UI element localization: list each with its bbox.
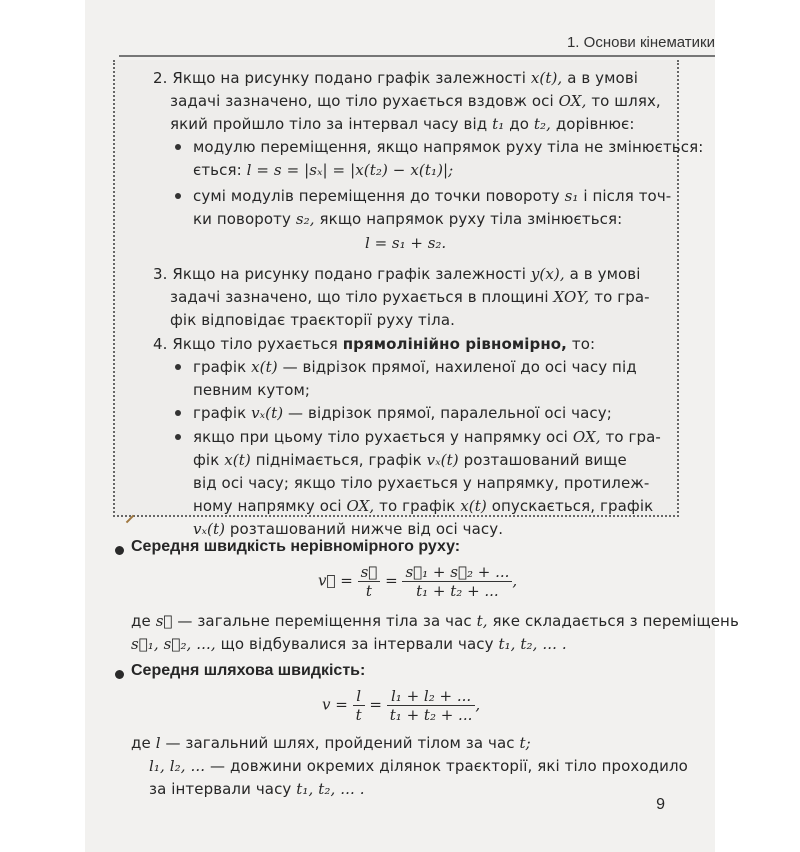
item4-bullet3-line1: якщо при цьому тіло рухається у напрямку осі OX, то гра- (193, 428, 661, 446)
item4-bullet3-line3: від осі часу; якщо тіло рухається у напрямку, протилеж- (193, 474, 650, 492)
running-head: 1. Основи кінематики (566, 34, 715, 51)
bullet-dot (175, 144, 181, 150)
bullet-dot (175, 364, 181, 370)
item4-bullet3-line4: ному напрямку осі OX, то графік x(t) опускається, графік (193, 497, 654, 515)
item4-line1: 4. Якщо тіло рухається прямолінійно рівномірно, то: (153, 335, 596, 353)
avg-velocity-title: Середня швидкість нерівномірного руху: (131, 538, 461, 555)
avg-speed-desc-line2: l₁, l₂, ... — довжини окремих ділянок траєкторії, які тіло проходило (149, 757, 688, 775)
avg-velocity-formula: v⃗ = $\frac{s⃗}{t}$ = $\frac{\text{s⃗₁ + s⃗₂ + ...}}{\text{t₁ + t₂ + ...}}$ , (318, 563, 518, 600)
item2-bullet2-line2: ки повороту s₂, якщо напрямок руху тіла змінюється: (193, 210, 623, 228)
book-page (85, 0, 739, 852)
avg-speed-title: Середня шляхова швидкість: (131, 662, 366, 679)
item2-line1: 2. Якщо на рисунку подано графік залежності x(t), а в умові (153, 69, 639, 87)
item2-bullet1-line2: ється: l = s = |sₓ| = |x(t₂) − x(t₁)|; (193, 161, 454, 179)
section-bullet (115, 670, 124, 679)
summary-box (113, 60, 704, 538)
bullet-dot (175, 410, 181, 416)
item3-line1: 3. Якщо на рисунку подано графік залежності y(x), а в умові (153, 265, 641, 283)
fraction: $\frac{\text{l₁ + l₂ + ...}}{\text{t₁ + t₂ + ...}}$ (387, 687, 476, 724)
fraction: $\frac{\text{s⃗₁ + s⃗₂ + ...}}{\text{t₁ + t₂ + ...}}$ (402, 563, 512, 600)
item4-bullet1-line1: графік x(t) — відрізок прямої, нахиленої до осі часу під (193, 358, 637, 376)
item3-line2: задачі зазначено, що тіло рухається в площині XOY, то гра- (170, 288, 650, 306)
avg-velocity-desc-line1: де s⃗ — загальне переміщення тіла за час t, яке складається з переміщень (131, 612, 739, 630)
item2-bullet2-line1: сумі модулів переміщення до точки повороту s₁ і після точ- (193, 187, 672, 205)
page-number: 9 (656, 796, 665, 813)
bullet-dot (175, 193, 181, 199)
avg-speed-desc-line3: за інтервали часу t₁, t₂, ... . (149, 780, 365, 798)
item4-bullet2: графік vₓ(t) — відрізок прямої, паралельної осі часу; (193, 404, 612, 422)
section-bullet (115, 546, 124, 555)
item3-line3: фік відповідає траєкторії руху тіла. (170, 311, 456, 329)
item2-line2: задачі зазначено, що тіло рухається вздовж осі OX, то шлях, (170, 92, 661, 110)
item4-bullet3-line2: фік x(t) піднімається, графік vₓ(t) розташований вище (193, 451, 627, 469)
item4-bullet3-line5: vₓ(t) розташований нижче від осі часу. (193, 520, 504, 538)
header-rule (119, 55, 715, 57)
avg-speed-formula: v = $\frac{l}{t}$ = $\frac{\text{l₁ + l₂ + ...}}{\text{t₁ + t₂ + ...}}$ , (322, 687, 481, 724)
fraction: $\frac{s⃗}{t}$ (358, 563, 381, 600)
item4-bullet1-line2: певним кутом; (193, 381, 311, 399)
avg-velocity-desc-line2: s⃗₁, s⃗₂, ..., що відбувалися за інтервали часу t₁, t₂, ... . (131, 635, 567, 653)
fraction: $\frac{l}{t}$ (353, 687, 365, 724)
formula-path-sum: l = s₁ + s₂. (365, 234, 447, 252)
bullet-dot (175, 434, 181, 440)
item2-bullet1-line1: модулю переміщення, якщо напрямок руху тіла не змінюється: (193, 138, 704, 156)
avg-speed-desc-line1: де l — загальний шлях, пройдений тілом за час t; (131, 734, 531, 752)
item2-line3: який пройшло тіло за інтервал часу від t₁ до t₂, дорівнює: (170, 115, 635, 133)
